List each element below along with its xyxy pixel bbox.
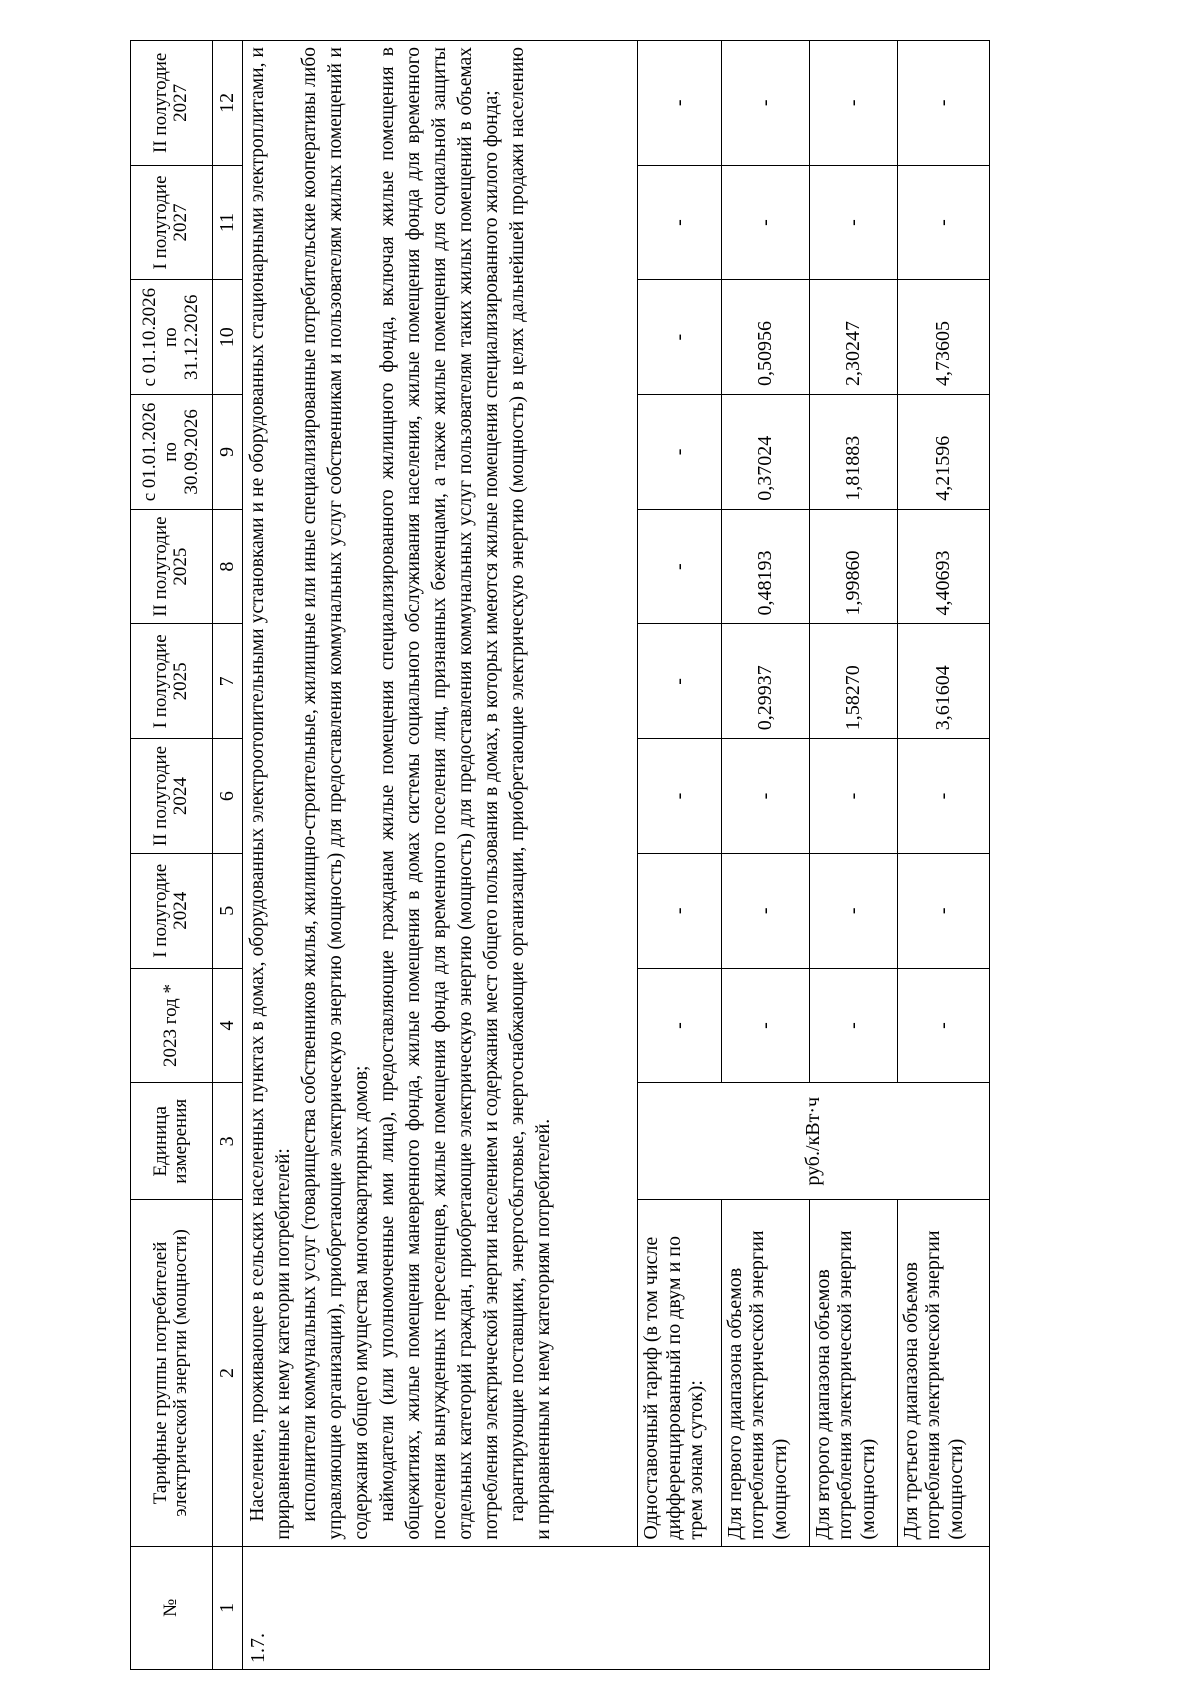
index-cell: 3 xyxy=(212,1083,243,1200)
index-cell: 12 xyxy=(212,41,243,166)
header-2023: 2023 год * xyxy=(131,968,213,1083)
index-cell: 5 xyxy=(212,853,243,968)
value-cell: - xyxy=(722,968,810,1083)
index-cell: 10 xyxy=(212,280,243,395)
index-row xyxy=(212,41,243,1670)
value-cell: - xyxy=(897,165,989,280)
index-cell: 11 xyxy=(212,165,243,280)
section-paragraph: исполнители коммунальных услуг (товарищества собственников жилья, жилищно-строительные, жилищные или иные специализированные потребительские кооперативы либо управляющие организации), приобретающие электрическую энергию (мощность) для предоставления коммунальных услуг собственникам и пользователям жилых помещений и содержания общего имущества многоквартирных домов; xyxy=(299,47,373,1540)
value-cell: - xyxy=(638,41,722,166)
value-cell: - xyxy=(638,968,722,1083)
value-cell: 1,58270 xyxy=(809,624,897,739)
value-cell: - xyxy=(722,41,810,166)
value-cell: - xyxy=(897,41,989,166)
value-cell: - xyxy=(638,624,722,739)
unit-cell: руб./кВт·ч xyxy=(638,1083,990,1200)
value-cell: 4,40693 xyxy=(897,509,989,624)
header-jan-sep-2026: с 01.01.2026 по 30.09.2026 xyxy=(131,395,213,510)
header-h1-2027: I полугодие 2027 xyxy=(131,165,213,280)
header-row xyxy=(131,41,213,1670)
header-h2-2024: II полугодие 2024 xyxy=(131,739,213,854)
section-number: 1.7. xyxy=(243,1546,990,1669)
header-unit: Единица измерения xyxy=(131,1083,213,1200)
value-cell: - xyxy=(638,739,722,854)
header-number: № xyxy=(131,1546,213,1669)
index-cell: 6 xyxy=(212,739,243,854)
table-row xyxy=(638,41,722,1670)
value-cell: - xyxy=(809,853,897,968)
index-cell: 1 xyxy=(212,1546,243,1669)
value-cell: - xyxy=(809,968,897,1083)
value-cell: 1,99860 xyxy=(809,509,897,624)
header-h2-2027: II полугодие 2027 xyxy=(131,41,213,166)
value-cell: - xyxy=(722,739,810,854)
value-cell: - xyxy=(809,165,897,280)
index-cell: 8 xyxy=(212,509,243,624)
section-paragraph: наймодатели (или уполномоченные ими лица), предоставляющие гражданам жилые помещения специализированного жилищного фонда, включая жилые помещения в общежитиях, жилые помещения маневренного фонда, жилые помещения в домах системы социального обслуживания населения, жилые помещения фонда для временного поселения вынужденных переселенцев, жилые помещения фонда для временного поселения лиц, признанных беженцами, а также жилые помещения для социальной защиты отдельных категорий граждан, приобретающие электрическую энергию (мощность) для предоставления коммунальных услуг пользователям таких жилых помещений в объемах потребления электрической энергии населением и содержания мест общего пользования в домах, в которых имеются жилые помещения специализированного жилого фонда; xyxy=(377,47,502,1540)
row-label: Одноставочный тариф (в том числе дифференцированный по двум и по трем зонам суток): xyxy=(638,1200,722,1546)
value-cell: - xyxy=(722,853,810,968)
table-row xyxy=(897,41,989,1670)
row-label: Для третьего диапазона объемов потребления электрической энергии (мощности) xyxy=(897,1200,989,1546)
index-cell: 7 xyxy=(212,624,243,739)
value-cell: - xyxy=(638,395,722,510)
section-row xyxy=(243,41,638,1670)
value-cell: - xyxy=(897,853,989,968)
value-cell: 1,81883 xyxy=(809,395,897,510)
value-cell: 4,21596 xyxy=(897,395,989,510)
index-cell: 9 xyxy=(212,395,243,510)
value-cell: - xyxy=(809,41,897,166)
value-cell: - xyxy=(638,509,722,624)
value-cell: - xyxy=(897,739,989,854)
index-cell: 2 xyxy=(212,1200,243,1546)
value-cell: 4,73605 xyxy=(897,280,989,395)
value-cell: 2,30247 xyxy=(809,280,897,395)
value-cell: - xyxy=(638,853,722,968)
section-paragraph: Население, проживающее в сельских населенных пунктах в домах, оборудованных электроотопительными установками и не оборудованных стационарными электроплитами, и приравненные к нему категории потребителей: xyxy=(247,47,295,1540)
row-label: Для первого диапазона объемов потребления электрической энергии (мощности) xyxy=(722,1200,810,1546)
header-tariff-group: Тарифные группы потребителей электрической энергии (мощности) xyxy=(131,1200,213,1546)
section-description xyxy=(243,41,638,1547)
value-cell: 0,48193 xyxy=(722,509,810,624)
value-cell: 3,61604 xyxy=(897,624,989,739)
value-cell: - xyxy=(809,739,897,854)
row-label: Для второго диапазона объемов потребления электрической энергии (мощности) xyxy=(809,1200,897,1546)
value-cell: 0,29937 xyxy=(722,624,810,739)
value-cell: - xyxy=(722,165,810,280)
table-row xyxy=(809,41,897,1670)
header-h2-2025: II полугодие 2025 xyxy=(131,509,213,624)
header-h1-2024: I полугодие 2024 xyxy=(131,853,213,968)
value-cell: 0,50956 xyxy=(722,280,810,395)
index-cell: 4 xyxy=(212,968,243,1083)
rotated-page xyxy=(130,40,990,1670)
value-cell: - xyxy=(638,165,722,280)
tariff-table xyxy=(130,40,990,1670)
value-cell: - xyxy=(638,280,722,395)
header-oct-dec-2026: с 01.10.2026 по 31.12.2026 xyxy=(131,280,213,395)
value-cell: - xyxy=(897,968,989,1083)
header-h1-2025: I полугодие 2025 xyxy=(131,624,213,739)
value-cell: 0,37024 xyxy=(722,395,810,510)
section-paragraph: гарантирующие поставщики, энергосбытовые, энергоснабжающие организации, приобретающие электрическую энергию (мощность) в целях дальнейшей продажи населению и приравненным к нему категориям потребителей. xyxy=(506,47,554,1540)
table-row xyxy=(722,41,810,1670)
